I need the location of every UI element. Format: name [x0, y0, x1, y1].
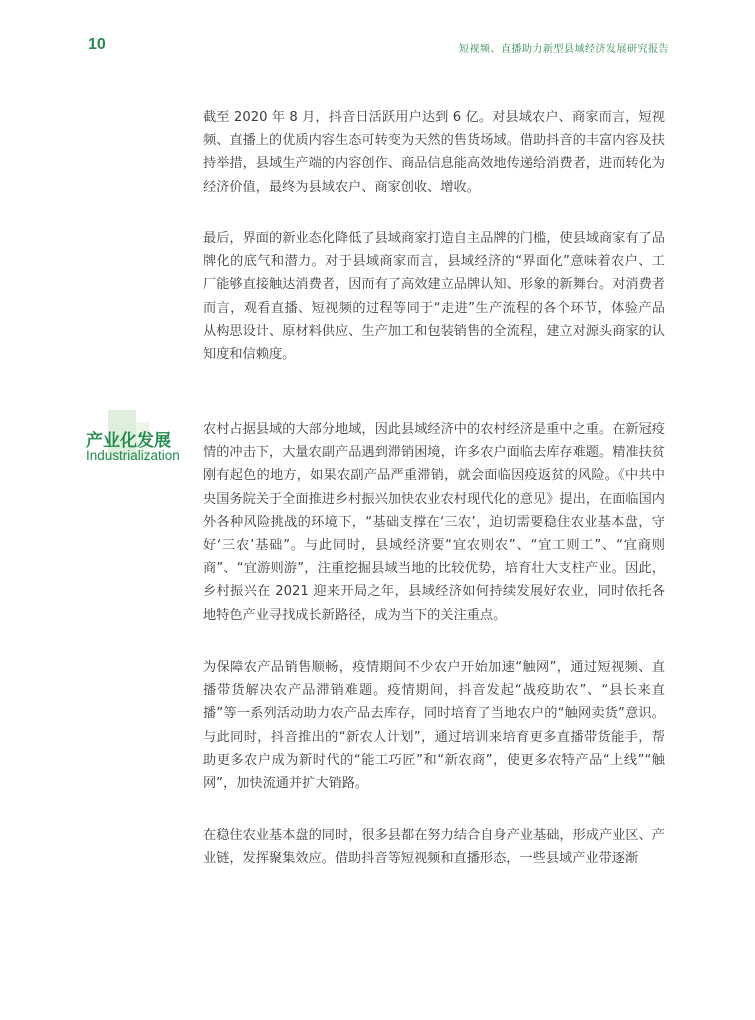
section-title: 产业化发展	[86, 431, 171, 451]
paragraph-4: 为保障农产品销售顺畅，疫情期间不少农户开始加速“触网”，通过短视频、直播带货解决农产品滞销难题。疫情期间，抖音发起“战疫助农”、“县长来直播”等一系列活动助力农产品去库存，同时培育了当地农户的“触网卖货”意识。与此同时，抖音推出的“新农人计划”，通过培训来培育更多直播带货能手，帮助更多农户成为新时代的“能工巧匠”和“新农商”，使更多农特产品“上线”“触网”，加快流通并扩大销路。	[203, 660, 665, 792]
paragraph-3: 农村占据县域的大部分地域，因此县域经济中的农村经济是重中之重。在新冠疫情的冲击下，大量农副产品遇到滞销困境，许多农户面临去库存难题。精准扶贫刚有起色的地方，如果农副产品严重滞销，就会面临因疫返贫的风险。《中共中央国务院关于全面推进乡村振兴加快农业农村现代化的意见》提出，在面临国内外各种风险挑战的环境下，“基础支撑在‘三农’，迫切需要稳住农业基本盘，守好‘三农’基础”。与此同时，县域经济要“宜农则农”、“宜工则工”、“宜商则商”、“宜游则游”，注重挖掘县域当地的比较优势，培育壮大支柱产业。因此，乡村振兴在 2021 迎来开局之年，县域经济如何持续发展好农业，同时依托各地特色产业寻找成长新路径，成为当下的关注重点。	[203, 422, 665, 623]
running-title: 短视频、直播助力新型县域经济发展研究报告	[459, 44, 669, 55]
paragraph-1: 截至 2020 年 8 月，抖音日活跃用户达到 6 亿。对县域农户、商家而言，短视频、直播上的优质内容生态可转变为天然的售货场域。借助抖音的丰富内容及扶持举措，县域生产端的内容创作、商品信息能高效地传递给消费者，进而转化为经济价值，最终为县域农户、商家创收、增收。	[203, 110, 665, 195]
section-heading	[86, 410, 196, 470]
paragraph-2: 最后，界面的新业态化降低了县域商家打造自主品牌的门槛，使县域商家有了品牌化的底气和潜力。对于县域商家而言，县域经济的“界面化”意味着农户、工厂能够直接触达消费者，因而有了高效建立品牌认知、形象的新舞台。对消费者而言，观看直播、短视频的过程等同于“走进”生产流程的各个环节，体验产品从构思设计、原材料供应、生产加工和包装销售的全流程，建立对源头商家的认知度和信赖度。	[203, 231, 665, 363]
paragraph-5: 在稳住农业基本盘的同时，很多县都在努力结合自身产业基础，形成产业区、产业链，发挥聚集效应。借助抖音等短视频和直播形态，一些县域产业带逐渐	[203, 828, 665, 867]
section-subtitle: Industrialization	[86, 448, 180, 463]
page-number: 10	[88, 36, 106, 53]
